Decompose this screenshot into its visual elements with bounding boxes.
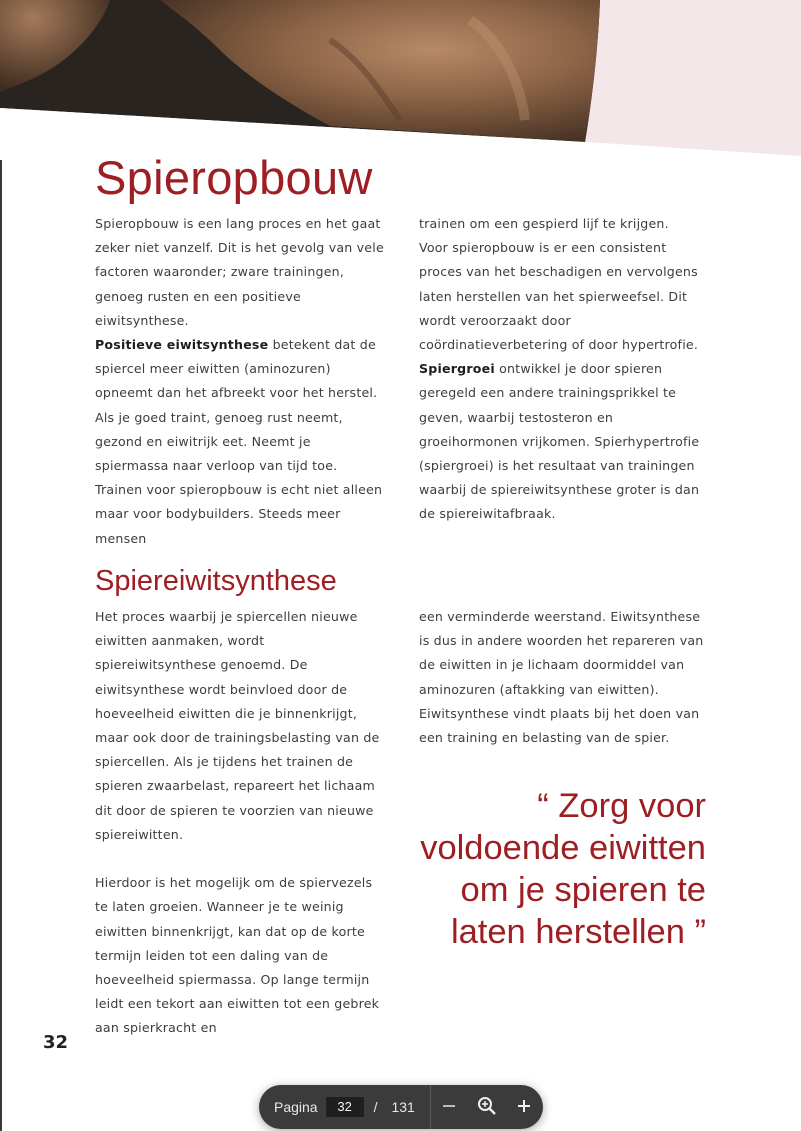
zoom-out-icon	[441, 1098, 457, 1117]
section2-left-column	[95, 605, 385, 1041]
page-edge	[0, 0, 2, 1131]
bold-term: Spiergroei	[419, 361, 495, 377]
paragraph: Spieropbouw is een lang proces en het gaat zeker niet vanzelf. Dit is het gevolg van vele factoren waaronder; zware trainingen, genoeg rusten en een positieve eiwitsynthese.	[95, 216, 384, 328]
bold-term: Positieve eiwitsynthese	[95, 337, 269, 353]
paragraph: een verminderde weerstand. Eiwitsynthese is dus in andere woorden het repareren van de eiwitten in je lichaam doormiddel van aminozuren (aftakking van eiwitten). Eiwitsynthese vindt plaats bij het doen van een training en belasting van de spier.	[419, 609, 704, 746]
paragraph: Hierdoor is het mogelijk om de spiervezels te laten groeien. Wanneer je te weinig eiwitten binnenkrijgt, kan dat op de korte termijn leiden tot een daling van de hoeveelheid spiermassa. Op lange termijn leidt een tekort aan eiwitten tot een gebrek aan spierkracht en	[95, 875, 380, 1036]
total-pages: 131	[391, 1099, 415, 1115]
paragraph: Voor spieropbouw is er een consistent proces van het beschadigen en vervolgens laten herstellen van het spierweefsel. Dit wordt veroorzaakt door coördinatieverbetering of door hypertrofie. Spiergroei ontwikkel je door spieren geregeld een andere trainingsprikkel te geven, waarbij testosteron en groeihormonen vrijkomen. Spierhypertrofie (spiergroei) is het resultaat van trainingen waarbij de spiereiwitsynthese groter is dan de spiereiwitafbraak.	[419, 240, 700, 522]
pdf-toolbar	[259, 1085, 543, 1129]
paragraph: trainen om een gespierd lijf te krijgen.	[419, 216, 669, 231]
zoom-out-button[interactable]	[431, 1085, 468, 1129]
page-title: Spieropbouw	[95, 151, 373, 204]
zoom-in-icon	[516, 1098, 532, 1117]
page-number-input[interactable]	[326, 1097, 364, 1117]
paragraph: Positieve eiwitsynthese betekent dat de spiercel meer eiwitten (aminozuren) opneemt dan het afbreekt voor het herstel. Als je goed traint, genoeg rust neemt, gezond en eiwitrijk eet. Neemt je spiermassa naar verloop van tijd toe.	[95, 337, 378, 474]
paragraph: Het proces waarbij je spiercellen nieuwe eiwitten aanmaken, wordt spiereiwitsynthese genoemd. De eiwitsynthese wordt beinvloed door de hoeveelheid eiwitten die je binnenkrijgt, maar ook door de trainingsbelasting van de spiercellen. Als je tijdens het trainen de spieren zwaarbelast, repareert het lichaam dit door de spieren te voorzien van nieuwe spiereiwitten.	[95, 609, 380, 842]
zoom-in-button[interactable]	[506, 1085, 543, 1129]
zoom-reset-icon	[477, 1096, 497, 1119]
section1-left-column	[95, 212, 385, 551]
paragraph: Trainen voor spieropbouw is echt niet alleen maar voor bodybuilders. Steeds meer mensen	[95, 482, 383, 546]
zoom-reset-button[interactable]	[468, 1085, 505, 1129]
page-number: 32	[43, 1032, 69, 1053]
section2-right-column	[419, 605, 709, 750]
section-heading: Spiereiwitsynthese	[95, 565, 337, 597]
section1-right-column	[419, 212, 709, 527]
page-label: Pagina	[274, 1099, 318, 1115]
page-separator: /	[373, 1099, 378, 1115]
pull-quote: “ Zorg voor voldoende eiwitten om je spieren te laten herstellen ”	[420, 787, 706, 951]
hero-image	[0, 0, 801, 160]
